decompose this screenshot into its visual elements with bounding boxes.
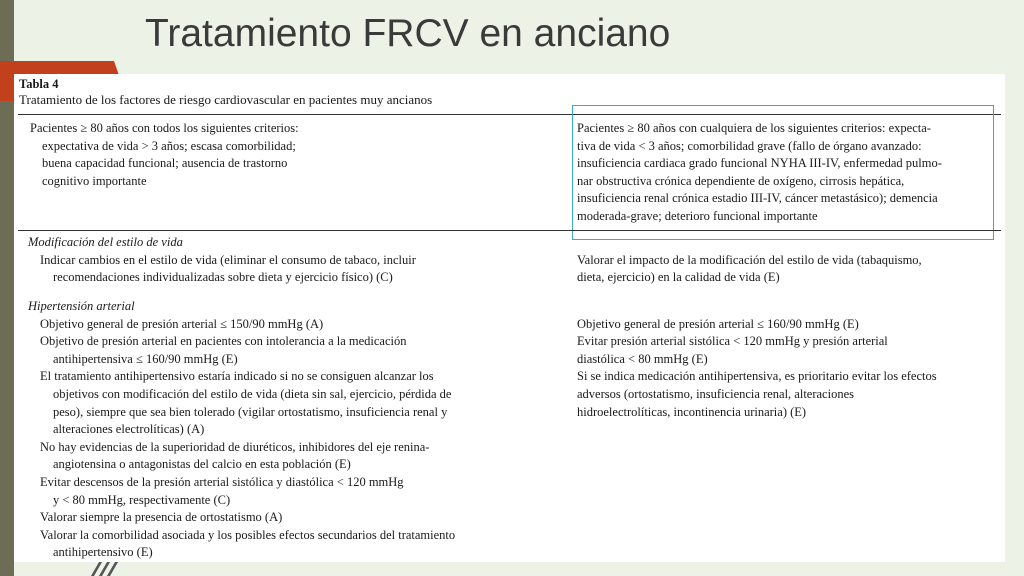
left-body-line: angiotensina o antagonistas del calcio en esta población (E) — [53, 457, 351, 472]
section-hypertension-left — [28, 298, 568, 562]
right-header-line: Pacientes ≥ 80 años con cualquiera de los siguientes criterios: expecta- — [577, 121, 931, 135]
left-body-line: antihipertensiva ≤ 160/90 mmHg (E) — [53, 351, 238, 366]
left-header-line: Pacientes ≥ 80 años con todos los siguientes criterios: — [30, 121, 299, 135]
right-body-line: Valorar el impacto de la modificación del estilo de vida (tabaquismo, — [577, 252, 922, 267]
left-body-line: objetivos con modificación del estilo de vida (dieta sin sal, ejercicio, pérdida de — [53, 386, 452, 401]
right-body-line: Objetivo general de presión arterial ≤ 160/90 mmHg (E) — [577, 316, 859, 331]
right-body-line: adversos (ortostatismo, insuficiencia renal, alteraciones — [577, 386, 854, 401]
left-body-line: alteraciones electrolíticas) (A) — [53, 422, 205, 437]
section-title-hypertension: Hipertensión arterial — [28, 299, 135, 313]
right-body-line: Evitar presión arterial sistólica < 120 mmHg y presión arterial — [577, 334, 888, 349]
left-body-line: Objetivo general de presión arterial ≤ 150/90 mmHg (A) — [40, 316, 324, 331]
left-body-line: Valorar la comorbilidad asociada y los posibles efectos secundarios del tratamiento — [40, 527, 456, 542]
left-header-line: buena capacidad funcional; ausencia de trastorno — [42, 156, 288, 171]
left-body-line: Objetivo de presión arterial en pacientes con intolerancia a la medicación — [40, 334, 407, 349]
right-body-line: dieta, ejercicio) en la calidad de vida (E) — [577, 270, 780, 285]
right-body-line: hidroelectrolíticas, incontinencia urinaria) (E) — [577, 404, 807, 419]
left-body-line: Indicar cambios en el estilo de vida (eliminar el consumo de tabaco, incluir — [40, 252, 416, 267]
section-lifestyle-right — [577, 252, 997, 287]
right-header-line: nar obstructiva crónica dependiente de oxígeno, cirrosis hepática, — [577, 173, 905, 188]
right-header-line: tiva de vida < 3 años; comorbilidad grave (fallo de órgano avanzado: — [577, 138, 922, 153]
left-body-line: El tratamiento antihipertensivo estaría indicado si no se consiguen alcanzar los — [40, 369, 434, 384]
right-header-line: moderada-grave; deterioro funcional importante — [577, 208, 818, 223]
left-body-line: y < 80 mmHg, respectivamente (C) — [53, 492, 231, 507]
highlight-box — [572, 105, 994, 240]
table-caption: Tratamiento de los factores de riesgo cardiovascular en pacientes muy ancianos — [19, 92, 433, 107]
left-body-line: No hay evidencias de la superioridad de diuréticos, inhibidores del eje renina- — [40, 439, 430, 454]
slide-title: Tratamiento FRCV en anciano — [145, 12, 671, 55]
left-header-cell — [30, 120, 570, 190]
right-body-line: diastólica < 80 mmHg (E) — [577, 351, 708, 366]
left-body-line: antihipertensivo (E) — [53, 545, 153, 560]
section-lifestyle-left — [28, 234, 568, 287]
table-image — [14, 74, 1005, 562]
section-hypertension-right — [577, 316, 997, 422]
left-body-line: peso), siempre que sea bien tolerado (vigilar ortostatismo, insuficiencia renal y — [53, 404, 448, 419]
section-title-lifestyle: Modificación del estilo de vida — [28, 235, 183, 249]
right-header-line: insuficiencia cardiaca grado funcional NYHA III-IV, enfermedad pulmo- — [577, 156, 942, 171]
left-header-line: cognitivo importante — [42, 173, 147, 188]
left-body-line: Valorar siempre la presencia de ortostatismo (A) — [40, 510, 283, 525]
right-header-line: insuficiencia renal crónica estadio III-IV, cáncer metastásico); demencia — [577, 191, 938, 206]
right-body-line: Si se indica medicación antihipertensiva, es prioritario evitar los efectos — [577, 369, 937, 384]
table-label: Tabla 4 — [19, 77, 59, 91]
table-rule-header — [18, 230, 1001, 231]
table-heading — [19, 77, 432, 107]
left-body-line: Evitar descensos de la presión arterial sistólica y diastólica < 120 mmHg — [40, 474, 404, 489]
left-header-line: expectativa de vida > 3 años; escasa comorbilidad; — [42, 138, 296, 153]
left-body-line: recomendaciones individualizadas sobre dieta y ejercicio físico) (C) — [53, 270, 393, 285]
